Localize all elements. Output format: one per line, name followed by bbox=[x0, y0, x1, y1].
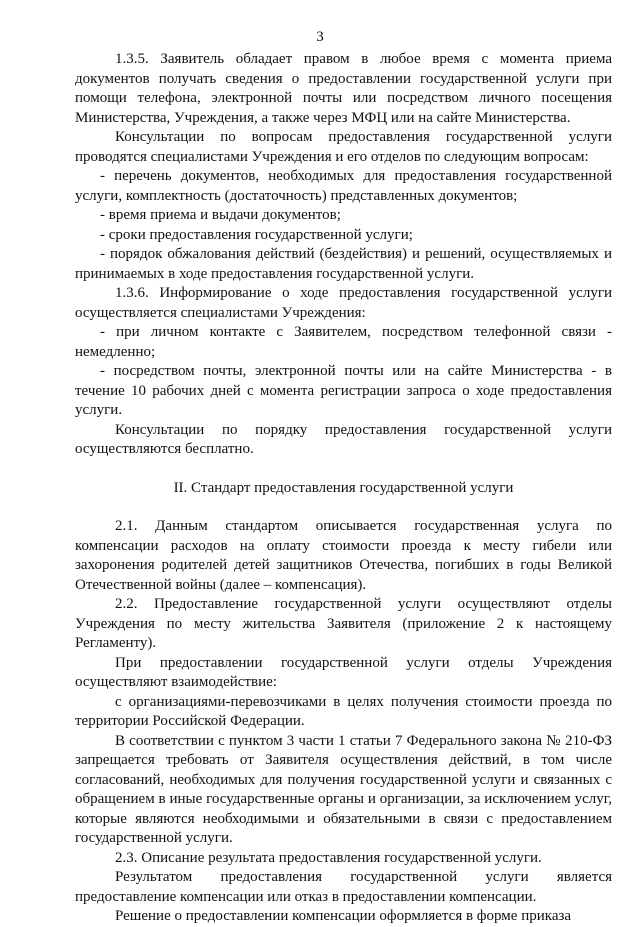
paragraph: В соответствии с пунктом 3 части 1 статьи 7 Федерального закона № 210-ФЗ запрещается требовать от Заявителя осуществления действий, в том числе согласований, необходимых для получения государственной услуги и связанных с обращением в иные государственные органы и организации, за исключением услуг, которые являются необходимыми и обязательными в связи с предоставлением государственной услуги. bbox=[75, 732, 612, 846]
paragraph: Консультации по вопросам предоставления государственной услуги проводятся специалистами Учреждения и его отделов по следующим вопросам: bbox=[75, 129, 612, 165]
paragraph: - посредством почты, электронной почты или на сайте Министерства - в течение 10 рабочих дней с момента регистрации запроса о ходе предоставления услуги. bbox=[75, 363, 612, 418]
paragraph: - перечень документов, необходимых для предоставления государственной услуги, комплектность (достаточность) представленных документов; bbox=[75, 168, 612, 204]
paragraph: Консультации по порядку предоставления государственной услуги осуществляются бесплатно. bbox=[75, 421, 612, 457]
document-body bbox=[75, 50, 612, 927]
paragraph: - сроки предоставления государственной услуги; bbox=[100, 226, 413, 243]
paragraph: 2.1. Данным стандартом описывается государственная услуга по компенсации расходов на оплату стоимости проезда к месту гибели или захоронения родителей детей защитников Отечества, погибших в годы Великой Отечественной войны (далее – компенсация). bbox=[75, 518, 612, 593]
paragraph: Решение о предоставлении компенсации оформляется в форме приказа bbox=[115, 908, 572, 924]
paragraph: Результатом предоставления государственной услуги является предоставление компенсации или отказ в предоставлении компенсации. bbox=[75, 869, 612, 905]
paragraph: - порядок обжалования действий (бездействия) и решений, осуществляемых и принимаемых в ходе предоставления государственной услуги. bbox=[75, 246, 612, 282]
paragraph: 1.3.6. Информирование о ходе предоставления государственной услуги осуществляется специалистами Учреждения: bbox=[75, 285, 612, 321]
page-number: 3 bbox=[316, 29, 324, 45]
paragraph: 1.3.5. Заявитель обладает правом в любое время с момента приема документов получать сведения о предоставлении государственной услуги при помощи телефона, электронной почты или посредством личного посещения Министерства, Учреждения, а также через МФЦ или на сайте Министерства. bbox=[75, 51, 612, 126]
paragraph: - при личном контакте с Заявителем, посредством телефонной связи - немедленно; bbox=[75, 324, 612, 360]
paragraph: 2.3. Описание результата предоставления государственной услуги. bbox=[115, 849, 542, 866]
paragraph: При предоставлении государственной услуги отделы Учреждения осуществляют взаимодействие: bbox=[75, 654, 612, 690]
paragraph: 2.2. Предоставление государственной услуги осуществляют отделы Учреждения по месту жительства Заявителя (приложение 2 к настоящему Регламенту). bbox=[75, 596, 612, 651]
section-heading: II. Стандарт предоставления государственной услуги bbox=[173, 479, 514, 496]
paragraph: с организациями-перевозчиками в целях получения стоимости проезда по территории Российской Федерации. bbox=[75, 693, 612, 729]
paragraph: - время приема и выдачи документов; bbox=[100, 207, 341, 223]
